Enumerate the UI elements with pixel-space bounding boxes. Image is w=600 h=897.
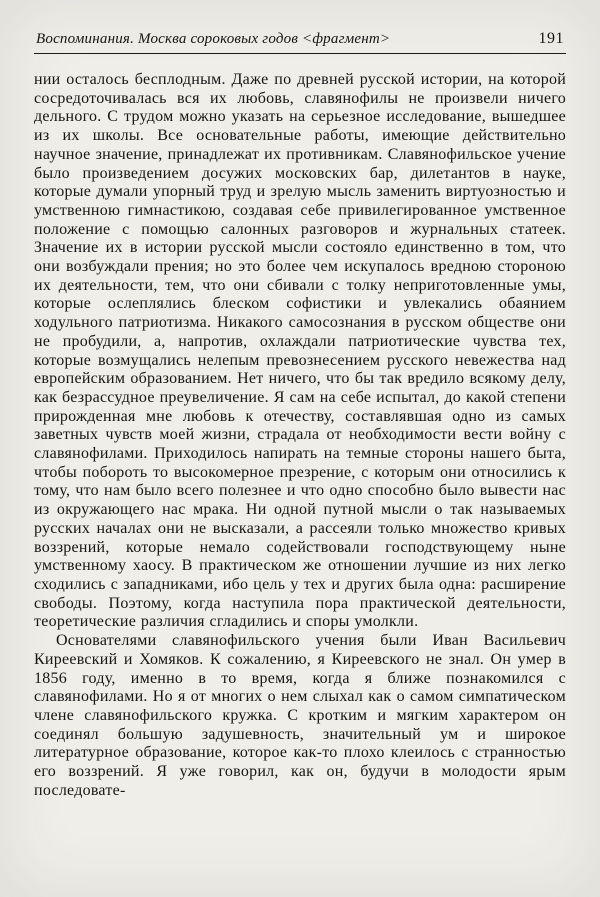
- paragraph: Основателями славянофильского учения были Иван Васильевич Киреевский и Хомяков. К сожалению, я Киреевского не знал. Он умер в 1856 году, именно в то время, когда я ближе познакомился с славянофилами. Но я от многих о нем слыхал как о самом симпатическом члене славянофильского кружка. С кротким и мягким характером он соединял большую задушевность, значительный ум и широкое литературное образование, которое как-то плохо клеилось с странностью его воззрений. Я уже говорил, как он, будучи в молодости ярым последовате-: [34, 632, 566, 799]
- running-title: Воспоминания. Москва сороковых годов <фрагмент>: [36, 31, 391, 47]
- page-header: [34, 30, 566, 48]
- header-rule: [34, 53, 566, 54]
- paragraph: нии осталось бесплодным. Даже по древней русской истории, на которой сосредоточивалась вся их любовь, славянофилы не произвели ничего дельного. С трудом можно указать на серьезное исследование, вышедшее из их школы. Все основательные работы, имеющие действительно научное значение, принадлежат их противникам. Славянофильское учение было произведением досужих московских бар, дилетантов в науке, которые думали упорный труд и зрелую мысль заменить виртуозностью и умственною гимнастикою, создавая себе привилегированное умственное положение с помощью салонных разговоров и журнальных статеек. Значение их в истории русской мысли состояло единственно в том, что они возбуждали прения; но это более чем искупалось вредною стороною их деятельности, тем, что они сбивали с толку неприготовленные умы, которые ослеплялись блеском софистики и увлекались обаянием ходульного патриотизма. Никакого самосознания в русском обществе они не пробудили, а, напротив, охлаждали патриотические чувства тех, которые возмущались нелепым превознесением русского невежества над европейским образованием. Нет ничего, что бы так вредило всякому делу, как безрассудное преувеличение. Я сам на себе испытал, до какой степени прирожденная мне любовь к отечеству, составлявшая одно из самых заветных чувств моей жизни, страдала от необходимости вести войну с славянофилами. Приходилось напирать на темные стороны нашего быта, чтобы побороть то высокомерное презрение, с которым они относились к тому, что нам было всего полезнее и что одно способно было вывести нас из окружающего нас мрака. Ни одной путной мысли о так называемых русских началах они не высказали, а рассеяли только множество кривых воззрений, которые немало содействовали господствующему ныне умственному хаосу. В практическом же отношении лучшие из них легко сходились с западниками, ибо цель у тех и других была одна: расширение свободы. Поэтому, когда наступила пора практической деятельности, теоретические различия сгладились и споры умолкли.: [34, 71, 566, 631]
- page-body: [34, 71, 566, 800]
- page-number: 191: [538, 30, 564, 47]
